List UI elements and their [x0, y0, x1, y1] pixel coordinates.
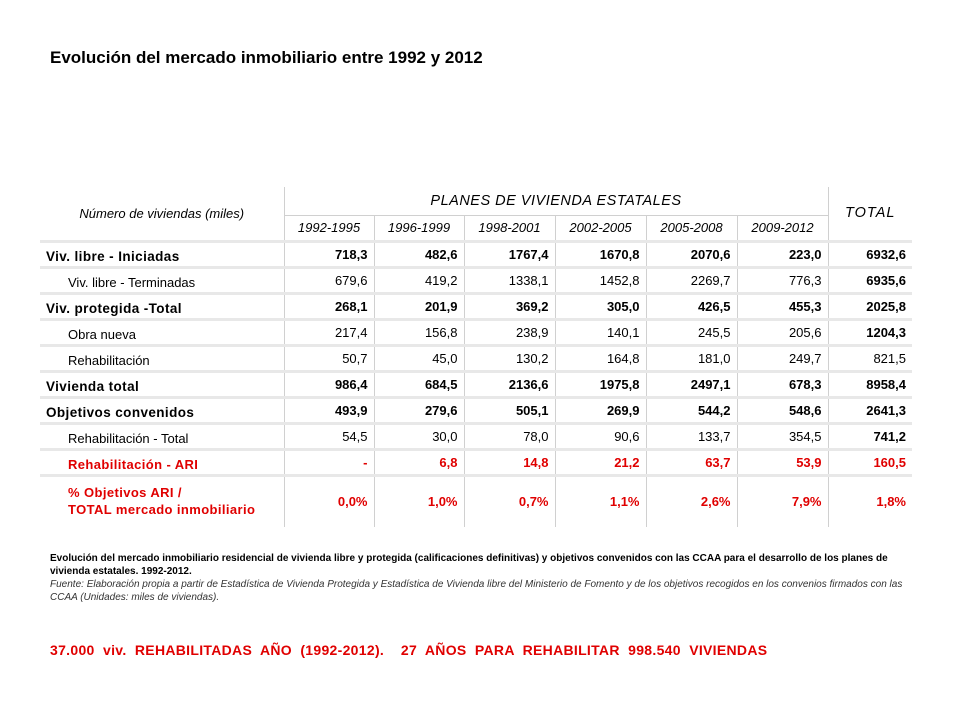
cell-value: 54,5	[284, 423, 374, 449]
cell-value: 426,5	[646, 293, 737, 319]
cell-value: 548,6	[737, 397, 828, 423]
cell-value: 0,0%	[284, 475, 374, 527]
table-row	[40, 345, 912, 371]
row-label: Viv. libre - Terminadas	[40, 267, 284, 293]
cell-value: 63,7	[646, 449, 737, 475]
row-label: Obra nueva	[40, 319, 284, 345]
cell-value: 0,7%	[464, 475, 555, 527]
cell-value: 181,0	[646, 345, 737, 371]
cell-value: 1338,1	[464, 267, 555, 293]
cell-total: 741,2	[828, 423, 912, 449]
cell-value: 53,9	[737, 449, 828, 475]
row-label: Rehabilitación	[40, 345, 284, 371]
cell-value: 482,6	[374, 241, 464, 267]
group-header: PLANES DE VIVIENDA ESTATALES	[284, 187, 828, 215]
cell-value: 679,6	[284, 267, 374, 293]
cell-value: 238,9	[464, 319, 555, 345]
cell-value: 50,7	[284, 345, 374, 371]
corner-label: Número de viviendas (miles)	[79, 205, 245, 221]
table-row	[40, 449, 912, 475]
cell-total: 8958,4	[828, 371, 912, 397]
cell-value: 268,1	[284, 293, 374, 319]
cell-total: 2641,3	[828, 397, 912, 423]
table-row	[40, 241, 912, 267]
period-header: 1996-1999	[374, 215, 464, 241]
cell-value: 130,2	[464, 345, 555, 371]
cell-value: 2,6%	[646, 475, 737, 527]
cell-value: 269,9	[555, 397, 646, 423]
cell-value: 249,7	[737, 345, 828, 371]
cell-value: 354,5	[737, 423, 828, 449]
cell-value: 164,8	[555, 345, 646, 371]
cell-value: 493,9	[284, 397, 374, 423]
cell-value: 14,8	[464, 449, 555, 475]
cell-value: 1,0%	[374, 475, 464, 527]
cell-value: 678,3	[737, 371, 828, 397]
period-header: 1998-2001	[464, 215, 555, 241]
page-title: Evolución del mercado inmobiliario entre 1992 y 2012	[50, 48, 483, 67]
cell-value: 78,0	[464, 423, 555, 449]
cell-value: 455,3	[737, 293, 828, 319]
table-row	[40, 293, 912, 319]
caption-main: Evolución del mercado inmobiliario residencial de vivienda libre y protegida (calificaciones definitivas) y objetivos convenidos con las CCAA para el desarrollo de los planes de vivienda estatales. 1992-2012.	[50, 553, 888, 577]
cell-value: 2269,7	[646, 267, 737, 293]
cell-value: 1452,8	[555, 267, 646, 293]
cell-value: 279,6	[374, 397, 464, 423]
table-row	[40, 423, 912, 449]
cell-value: 245,5	[646, 319, 737, 345]
cell-value: 1975,8	[555, 371, 646, 397]
cell-total: 1,8%	[828, 475, 912, 527]
cell-value: 223,0	[737, 241, 828, 267]
cell-value: 776,3	[737, 267, 828, 293]
cell-value: 6,8	[374, 449, 464, 475]
cell-value: 45,0	[374, 345, 464, 371]
cell-value: 133,7	[646, 423, 737, 449]
cell-total: 6932,6	[828, 241, 912, 267]
cell-value: 986,4	[284, 371, 374, 397]
row-label-line2: TOTAL mercado inmobiliario	[68, 501, 256, 517]
cell-value: 1767,4	[464, 241, 555, 267]
cell-total: 160,5	[828, 449, 912, 475]
housing-table	[40, 187, 912, 527]
cell-value: 1,1%	[555, 475, 646, 527]
row-label: Viv. protegida -Total	[40, 293, 284, 319]
cell-total: 821,5	[828, 345, 912, 371]
footer-note: 37.000 viv. REHABILITADAS AÑO (1992-2012). 27 AÑOS PARA REHABILITAR 998.540 VIVIENDAS	[50, 642, 768, 658]
cell-total: 6935,6	[828, 267, 912, 293]
cell-value: 140,1	[555, 319, 646, 345]
table-row	[40, 371, 912, 397]
table-row	[40, 475, 912, 527]
cell-value: 201,9	[374, 293, 464, 319]
cell-value: 217,4	[284, 319, 374, 345]
row-label	[40, 475, 284, 527]
total-header: TOTAL	[828, 187, 912, 241]
period-header: 2002-2005	[555, 215, 646, 241]
cell-value: 21,2	[555, 449, 646, 475]
table-row	[40, 319, 912, 345]
cell-value: 205,6	[737, 319, 828, 345]
row-label: Rehabilitación - ARI	[40, 449, 284, 475]
cell-value: 90,6	[555, 423, 646, 449]
cell-value: 30,0	[374, 423, 464, 449]
cell-value: 2497,1	[646, 371, 737, 397]
cell-value: 7,9%	[737, 475, 828, 527]
row-label: Vivienda total	[40, 371, 284, 397]
row-label: Viv. libre - Iniciadas	[40, 241, 284, 267]
row-label: Rehabilitación - Total	[40, 423, 284, 449]
caption-source: Fuente: Elaboración propia a partir de Estadística de Vivienda Protegida y Estadística de Vivienda libre del Ministerio de Fomento y de los objetivos recogidos en los convenios firmados con las CCAA (Unidades: miles de viviendas).	[50, 579, 903, 603]
period-header: 2009-2012	[737, 215, 828, 241]
period-header: 2005-2008	[646, 215, 737, 241]
cell-total: 1204,3	[828, 319, 912, 345]
cell-value: 305,0	[555, 293, 646, 319]
cell-value: 2070,6	[646, 241, 737, 267]
cell-value: 1670,8	[555, 241, 646, 267]
table-caption	[50, 552, 912, 604]
cell-value: 2136,6	[464, 371, 555, 397]
cell-value: 505,1	[464, 397, 555, 423]
row-label: Objetivos convenidos	[40, 397, 284, 423]
period-header: 1992-1995	[284, 215, 374, 241]
cell-value: -	[284, 449, 374, 475]
cell-value: 369,2	[464, 293, 555, 319]
cell-value: 544,2	[646, 397, 737, 423]
table-row	[40, 267, 912, 293]
cell-value: 419,2	[374, 267, 464, 293]
cell-value: 684,5	[374, 371, 464, 397]
cell-total: 2025,8	[828, 293, 912, 319]
cell-value: 718,3	[284, 241, 374, 267]
table-row	[40, 397, 912, 423]
cell-value: 156,8	[374, 319, 464, 345]
row-label-line1: % Objetivos ARI /	[68, 484, 182, 500]
